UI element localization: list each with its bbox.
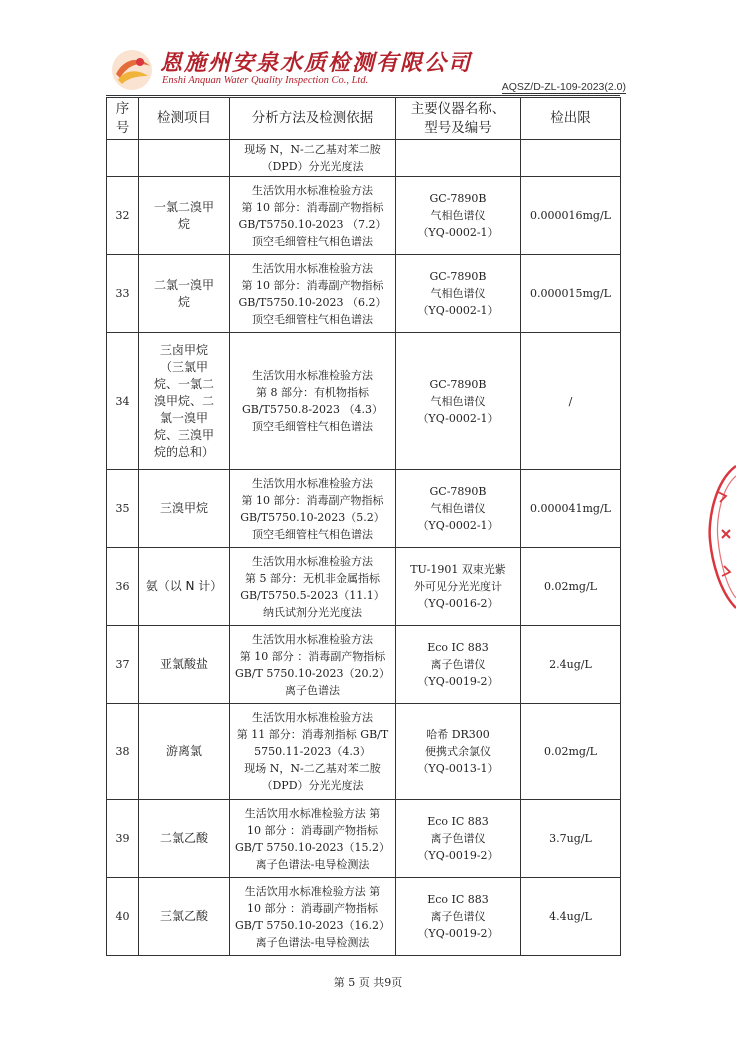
table-row-continuation [107,140,621,177]
cell-method: 生活饮用水标准检验方法 第 10 部分：消毒副产物指标 GB/T5750.10-2023 （7.2） 顶空毛细管柱气相色谱法 [230,177,396,255]
table-header-row [107,98,621,140]
test-methods-table [106,97,621,956]
cell-method: 生活饮用水标准检验方法 第 10 部分 ：消毒副产物指标 GB/T 5750.10-2023（20.2） 离子色谱法 [230,626,396,704]
cell-instrument: GC-7890B 气相色谱仪 （YQ-0002-1） [396,177,521,255]
cell-instrument: 哈希 DR300 便携式余氯仪 （YQ-0013-1） [396,704,521,800]
cell-instrument: Eco IC 883 离子色谱仪 （YQ-0019-2） [396,878,521,956]
cell-item: 游离氯 [139,704,230,800]
cell-item: 二氯乙酸 [139,800,230,878]
cell-method: 生活饮用水标准检验方法 第 5 部分：无机非金属指标 GB/T5750.5-2023（11.1） 纳氏试剂分光光度法 [230,548,396,626]
cell-limit: / [521,333,621,470]
column-header-method: 分析方法及检测依据 [230,98,396,140]
table-row [107,255,621,333]
cell-limit: 2.4ug/L [521,626,621,704]
cell-limit: 0.000015mg/L [521,255,621,333]
cell-no: 40 [107,878,139,956]
table-row [107,878,621,956]
cell-no: 37 [107,626,139,704]
document-code: AQSZ/D-ZL-109-2023(2.0) [501,81,626,93]
cell-no: 36 [107,548,139,626]
cell-instrument: Eco IC 883 离子色谱仪 （YQ-0019-2） [396,800,521,878]
header-divider [106,95,620,96]
cell-limit [521,140,621,177]
cell-no: 34 [107,333,139,470]
cell-no: 35 [107,470,139,548]
cell-method: 生活饮用水标准检验方法 第 10 部分 ：消毒副产物指标 GB/T 5750.10-2023（15.2） 离子色谱法-电导检测法 [230,800,396,878]
table-row [107,800,621,878]
cell-instrument [396,140,521,177]
cell-limit: 3.7ug/L [521,800,621,878]
cell-limit: 4.4ug/L [521,878,621,956]
cell-item: 氨（以 N 计） [139,548,230,626]
table-row [107,626,621,704]
cell-instrument: GC-7890B 气相色谱仪 （YQ-0002-1） [396,333,521,470]
seal-stamp-icon [706,462,736,612]
cell-instrument: Eco IC 883 离子色谱仪 （YQ-0019-2） [396,626,521,704]
table-row [107,177,621,255]
cell-method: 生活饮用水标准检验方法 第 10 部分 ：消毒副产物指标 GB/T 5750.10-2023（16.2） 离子色谱法-电导检测法 [230,878,396,956]
cell-no: 39 [107,800,139,878]
cell-item: 三氯乙酸 [139,878,230,956]
column-header-limit: 检出限 [521,98,621,140]
cell-item [139,140,230,177]
cell-no: 38 [107,704,139,800]
column-header-instrument: 主要仪器名称、 型号及编号 [396,98,521,140]
company-name-en: Enshi Anquan Water Quality Inspection Co., Ltd. [162,75,369,86]
cell-limit: 0.02mg/L [521,704,621,800]
cell-method: 生活饮用水标准检验方法 第 10 部分：消毒副产物指标 GB/T5750.10-2023 （6.2） 顶空毛细管柱气相色谱法 [230,255,396,333]
page-header [106,44,626,96]
cell-item: 二氯一溴甲 烷 [139,255,230,333]
cell-item: 三溴甲烷 [139,470,230,548]
cell-instrument: TU-1901 双束光紫 外可见分光光度计 （YQ-0016-2） [396,548,521,626]
cell-instrument: GC-7890B 气相色谱仪 （YQ-0002-1） [396,255,521,333]
cell-item: 亚氯酸盐 [139,626,230,704]
table-row [107,470,621,548]
table-row [107,333,621,470]
column-header-item: 检测项目 [139,98,230,140]
cell-item: 三卤甲烷 （三氯甲 烷、一氯二 溴甲烷、二 氯一溴甲 烷、三溴甲 烷的总和） [139,333,230,470]
cell-limit: 0.000016mg/L [521,177,621,255]
cell-method: 生活饮用水标准检验方法 第 11 部分：消毒剂指标 GB/T 5750.11-2023（4.3） 现场 N，N-二乙基对苯二胺 （DPD）分光光度法 [230,704,396,800]
cell-instrument: GC-7890B 气相色谱仪 （YQ-0002-1） [396,470,521,548]
company-name-cn: 恩施州安泉水质检测有限公司 [160,50,473,76]
cell-method: 生活饮用水标准检验方法 第 8 部分：有机物指标 GB/T5750.8-2023 （4.3） 顶空毛细管柱气相色谱法 [230,333,396,470]
cell-limit: 0.000041mg/L [521,470,621,548]
company-logo-icon [110,48,154,92]
page-number: 第 5 页 共9页 [333,976,403,989]
cell-method: 生活饮用水标准检验方法 第 10 部分：消毒副产物指标 GB/T5750.10-2023（5.2） 顶空毛细管柱气相色谱法 [230,470,396,548]
cell-no: 33 [107,255,139,333]
column-header-no: 序 号 [107,98,139,140]
cell-limit: 0.02mg/L [521,548,621,626]
cell-item: 一氯二溴甲 烷 [139,177,230,255]
cell-no [107,140,139,177]
cell-method: 现场 N，N-二乙基对苯二胺 （DPD）分光光度法 [230,140,396,177]
table-row [107,548,621,626]
cell-no: 32 [107,177,139,255]
table-row [107,704,621,800]
